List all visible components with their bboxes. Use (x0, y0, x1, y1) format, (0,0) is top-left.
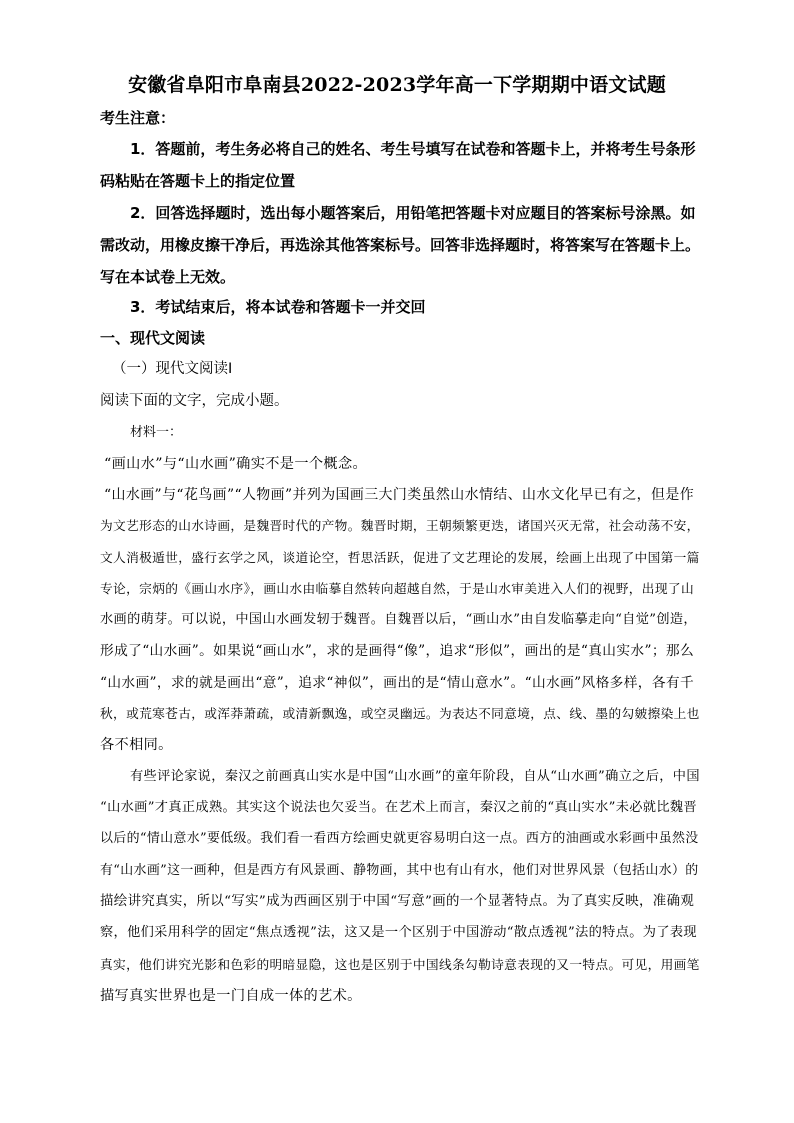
passage-line-6: 水画的萌芽。可以说，中国山水画发轫于魏晋。自魏晋以后，“画山水”由自发临摹走向“自觉”创造， (100, 612, 697, 627)
passage-line-16: 察，他们采用科学的固定“焦点透视”法，这又是一个区别于中国游动“散点透视”法的特点。为了表现 (100, 925, 697, 940)
passage-line-17: 真实，他们讲究光影和色彩的明暗显隐，这也是区别于中国线条勾勒诗意表现的又一特点。可见，用画笔 (100, 957, 700, 972)
passage-line-11: 有些评论家说，秦汉之前画真山实水是中国“山水画”的童年阶段，自从“山水画”确立之后，中国 (130, 769, 700, 784)
passage-line-5: 专论，宗炳的《画山水序》，画山水由临摹自然转向超越自然，于是山水审美进入人们的视野，出现了山 (100, 581, 694, 596)
passage-line-8: “山水画”，求的就是画出“意”，追求“神似”，画出的是“情山意水”。“山水画”风格多样，各有千 (100, 675, 694, 691)
page-title: 安徽省阜阳市阜南县2022-2023学年高一下学期期中语文试题 (128, 74, 666, 96)
passage-line-9: 秋，或荒寒苍古，或浑莽萧疏，或清新飘逸，或空灵幽远。为表达不同意境，点、线、墨的勾皴擦染上也 (100, 706, 700, 721)
passage-line-1: “画山水”与“山水画”确实不是一个概念。 (104, 456, 368, 472)
section-heading: 一、现代文阅读 (100, 329, 206, 347)
passage-line-12: “山水画”才真正成熟。其实这个说法也欠妥当。在艺术上而言，秦汉之前的“真山实水”未必就比魏晋 (100, 800, 697, 815)
notice-line-5: 写在本试卷上无效。 (100, 268, 236, 286)
notice-line-4: 需改动，用橡皮擦干净后，再选涂其他答案标号。回答非选择题时，将答案写在答题卡上。 (100, 236, 701, 254)
passage-line-14: 有“山水画”这一画种，但是西方有风景画、静物画，其中也有山有水，他们对世界风景（包括山水）的 (100, 863, 699, 878)
passage-line-18: 描写真实世界也是一门自成一体的艺术。 (100, 988, 362, 1004)
passage-line-10: 各不相同。 (100, 737, 173, 753)
passage-line-7: 形成了“山水画”。如果说“画山水”，求的是画得“像”，追求“形似”，画出的是“真山实水”；那么 (100, 643, 694, 659)
subsection-heading: （一）现代文阅读Ⅰ (112, 361, 233, 377)
notice-line-1: 1．答题前，考生务必将自己的姓名、考生号填写在试卷和答题卡上，并将考生号条形 (130, 140, 696, 158)
notice-line-6: 3．考试结束后，将本试卷和答题卡一并交回 (130, 298, 426, 316)
passage-line-13: 以后的“情山意水”要低级。我们看一看西方绘画史就更容易明白这一点。西方的油画或水彩画中虽然没 (100, 831, 699, 846)
notice-line-3: 2．回答选择题时，选出每小题答案后，用铅笔把答题卡对应题目的答案标号涂黑。如 (130, 204, 696, 222)
material-label: 材料一： (130, 425, 183, 440)
passage-line-15: 描绘讲究真实，所以“写实”成为西画区别于中国“写意”画的一个显著特点。为了真实反映，准确观 (100, 894, 695, 909)
instruction-text: 阅读下面的文字，完成小题。 (100, 393, 289, 409)
passage-line-4: 文人消极遁世，盛行玄学之风，谈道论空，哲思活跃，促进了文艺理论的发展，绘画上出现了中国第一篇 (100, 550, 700, 565)
passage-line-2: “山水画”与“花鸟画”“人物画”并列为国画三大门类虽然山水情结、山水文化早已有之，但是作 (104, 487, 694, 503)
notice-heading: 考生注意： (100, 109, 176, 127)
notice-line-2: 码粘贴在答题卡上的指定位置 (100, 172, 296, 190)
passage-line-3: 为文艺形态的山水诗画，是魏晋时代的产物。魏晋时期，王朝频繁更迭，诸国兴灭无常，社会动荡不安， (100, 518, 700, 533)
